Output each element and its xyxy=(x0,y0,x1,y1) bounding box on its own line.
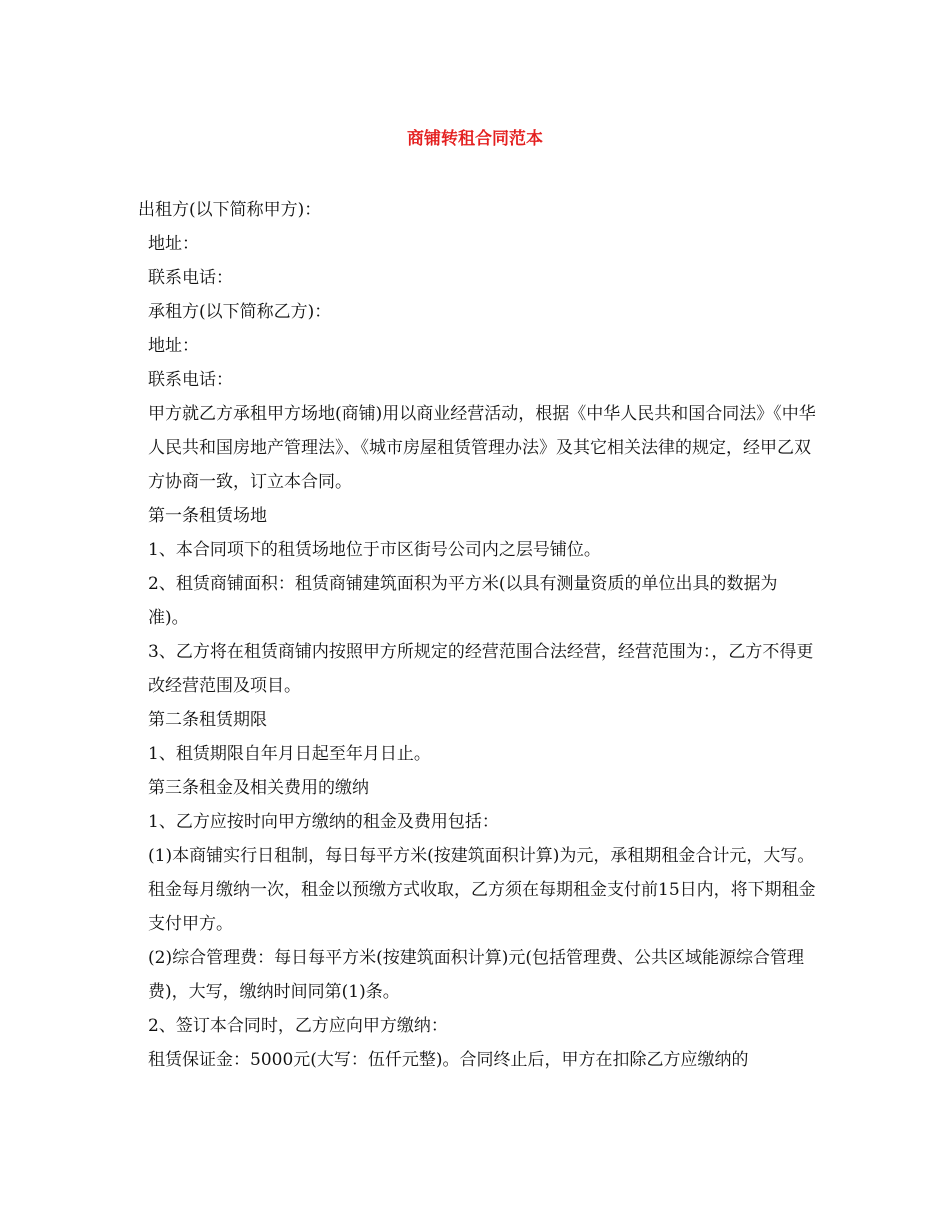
lessee-label: 承租方(以下简称乙方)： xyxy=(148,302,332,322)
intro-paragraph: 甲方就乙方承租甲方场地(商铺)用以商业经营活动，根据《中华人民共和国合同法》《中华人民共和国房地产管理法》、《城市房屋租赁管理办法》及其它相关法律的规定，经甲乙双方协商一致，订立本合同。 xyxy=(148,404,816,492)
lessor-label: 出租方(以下简称甲方)： xyxy=(138,200,322,220)
article3-heading: 第三条租金及相关费用的缴纳 xyxy=(148,778,369,798)
lessor-phone-label: 联系电话： xyxy=(148,268,233,288)
lessee-address-label: 地址： xyxy=(148,336,199,356)
lessor-address-label: 地址： xyxy=(148,234,199,254)
document-title: 商铺转租合同范本 xyxy=(407,129,543,149)
article3-item1: (1)本商铺实行日租制，每日每平方米(按建筑面积计算)为元，承租期租金合计元，大写。租金每月缴纳一次，租金以预缴方式收取，乙方须在每期租金支付前15日内，将下期租金支付甲方。 xyxy=(148,846,816,934)
article3-clause2: 2、签订本合同时，乙方应向甲方缴纳： xyxy=(148,1016,448,1036)
article1-clause1: 1、本合同项下的租赁场地位于市区街号公司内之层号铺位。 xyxy=(148,540,601,560)
article1-heading: 第一条租赁场地 xyxy=(148,506,267,526)
deposit-paragraph: 租赁保证金：5000元(大写：伍仟元整)。合同终止后，甲方在扣除乙方应缴纳的 xyxy=(148,1050,749,1070)
article3-clause1: 1、乙方应按时向甲方缴纳的租金及费用包括： xyxy=(148,812,499,832)
article2-clause1: 1、租赁期限自年月日起至年月日止。 xyxy=(148,744,431,764)
article1-clause3: 3、乙方将在租赁商铺内按照甲方所规定的经营范围合法经营，经营范围为：，乙方不得更改经营范围及项目。 xyxy=(148,642,814,696)
article1-clause2: 2、租赁商铺面积：租赁商铺建筑面积为平方米(以具有测量资质的单位出具的数据为准)。 xyxy=(148,574,778,628)
article3-item2: (2)综合管理费：每日每平方米(按建筑面积计算)元(包括管理费、公共区域能源综合管理费)，大写，缴纳时间同第(1)条。 xyxy=(148,948,804,1002)
document-body xyxy=(138,193,818,1077)
article2-heading: 第二条租赁期限 xyxy=(148,710,267,730)
lessee-phone-label: 联系电话： xyxy=(148,370,233,390)
